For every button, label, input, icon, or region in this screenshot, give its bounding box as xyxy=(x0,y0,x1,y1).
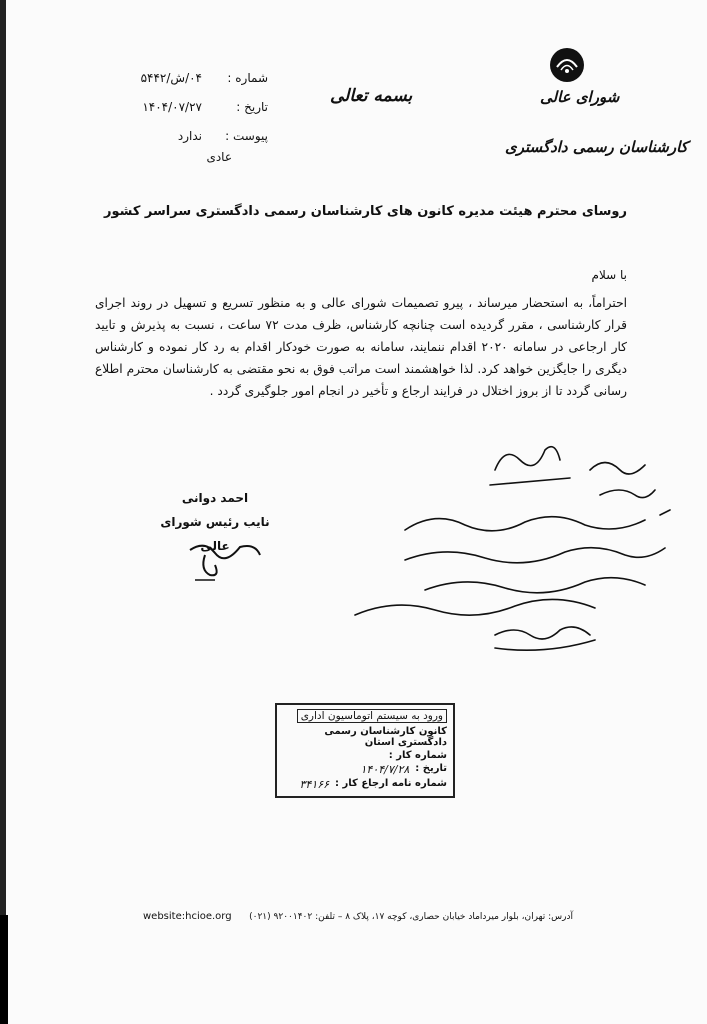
number-value: ۰۴/ش/۵۴۴۲ xyxy=(140,71,202,85)
date-label: تاریخ : xyxy=(236,100,268,114)
letter-body: احتراماً، به استحضار میرساند ، پیرو تصمیمات شورای عالی و به منظور تسریع و تسهیل در روند اجرای قرار کارشناسی ، مقرر گردیده است چنانچه کارشناس، ظرف مدت ۷۲ ساعت ، نسبت به پذیرش و تایید کار ارجاعی در سامانه ۲۰۲۰ اقدام ننمایند، سامانه به صورت خودکار اقدام به رد کار نموده و کارشناس دیگری را جایگزین خواهد کرد. لذا خواهشمند است مراتب فوق به نحو مقتضی به کارشناسان محترم اطلاع رسانی گردد تا از بروز اختلال در فرایند ارجاع و تأخیر در انجام امور جلوگیری گردد . xyxy=(95,296,627,398)
basmala: بسمه تعالی xyxy=(330,86,413,106)
automation-stamp xyxy=(275,703,455,798)
attachment-value: ندارد xyxy=(177,129,202,143)
stamp-ref xyxy=(283,778,447,791)
signer-title: نایب رئیس شورای عالی xyxy=(160,515,270,553)
signer-name: احمد دوانی xyxy=(181,491,249,505)
addressee: روسای محترم هیئت مدیره کانون های کارشناسان رسمی دادگستری سراسر کشور xyxy=(103,204,627,219)
footer-address: آدرس: تهران، بلوار میرداماد خیابان حصاری، کوچه ۱۷، پلاک ۸ – تلفن: ۹۲۰۰۱۴۰۲ (۰۲۱) xyxy=(249,911,573,922)
handwritten-referral-note-icon xyxy=(345,430,675,670)
letter-footer xyxy=(143,911,573,922)
council-logo-icon xyxy=(505,45,585,85)
date-value: ۱۴۰۴/۰۷/۲۷ xyxy=(142,100,202,114)
stamp-ref-label: شماره نامه ارجاع کار : xyxy=(335,778,447,789)
stamp-work-number-label: شماره کار : xyxy=(388,750,447,761)
stamp-line1: ورود به سیستم اتوماسیون اداری xyxy=(297,709,447,723)
attachment-label: پیوست : xyxy=(225,129,268,143)
scan-edge xyxy=(0,0,6,1024)
number-label: شماره : xyxy=(227,71,268,85)
salutation: با سلام xyxy=(591,268,627,282)
stamp-date-label: تاریخ : xyxy=(415,763,447,774)
signature-scrawl-icon xyxy=(185,535,265,585)
meta-date-row xyxy=(128,93,268,122)
stamp-date xyxy=(283,763,447,776)
stamp-line2: کانون کارشناسان رسمی دادگستری استان xyxy=(324,726,447,748)
priority-value: عادی xyxy=(206,150,232,164)
org-name-line1: شورای عالی xyxy=(540,88,620,106)
org-name-line2: کارشناسان رسمی دادگستری xyxy=(505,138,688,156)
letter-meta xyxy=(128,64,268,172)
footer-website: website:hcioe.org xyxy=(143,911,232,922)
stamp-header xyxy=(283,709,447,723)
stamp-date-value: ۱۴۰۴/۷/۲۸ xyxy=(360,763,410,776)
stamp-ref-value: ۳۴۱۶۶ xyxy=(299,778,330,791)
stamp-work-number xyxy=(283,750,447,761)
meta-number-row xyxy=(128,64,268,93)
scan-edge-dark xyxy=(0,915,8,1024)
